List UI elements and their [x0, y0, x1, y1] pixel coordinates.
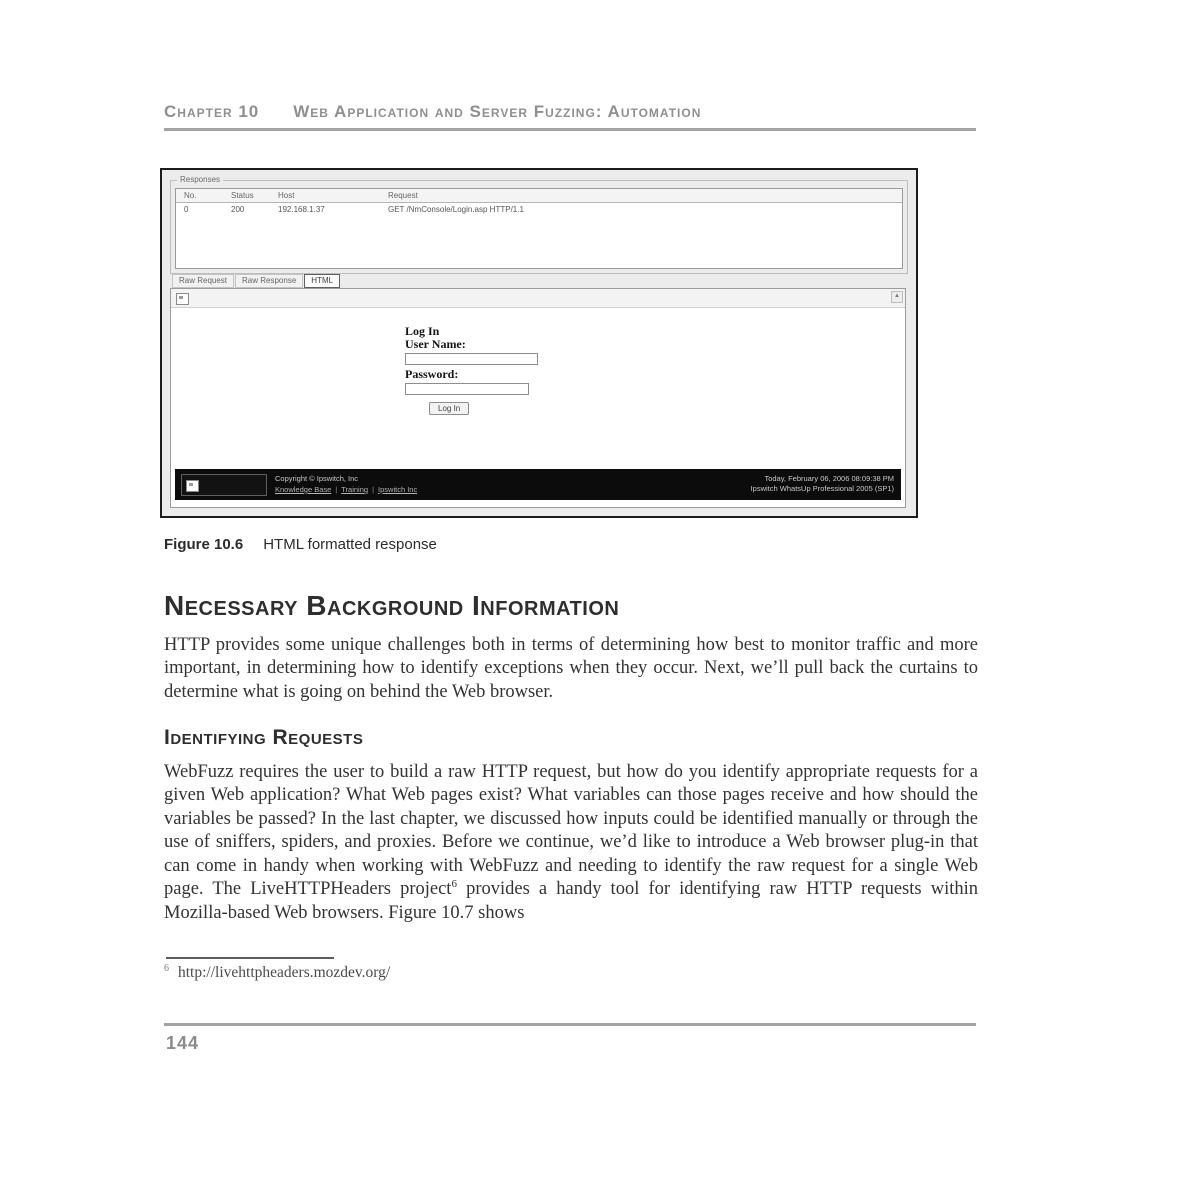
footer-image-placeholder	[181, 474, 267, 496]
response-no: 0	[184, 205, 189, 214]
html-view-toolbar	[171, 289, 905, 308]
login-form	[405, 325, 585, 416]
username-input[interactable]	[405, 353, 538, 365]
chapter-title: Web Application and Server Fuzzing: Automation	[293, 102, 702, 121]
footer-product-name: Ipswitch WhatsUp Professional 2005 (SP1)	[750, 484, 894, 493]
paragraph-identifying	[164, 761, 978, 925]
footnote-rule	[166, 957, 334, 959]
running-head	[164, 102, 976, 122]
response-view-tabs	[172, 274, 341, 287]
page-number: 144	[166, 1033, 200, 1053]
login-button[interactable]: Log In	[429, 402, 469, 415]
footnote-reference: 6	[451, 878, 457, 891]
footer-datetime: Today, February 06, 2006 08:09:38 PM	[764, 474, 894, 483]
responses-list-header	[176, 189, 902, 203]
broken-image-icon	[176, 293, 189, 305]
response-host: 192.168.1.37	[278, 205, 325, 214]
footnote	[164, 963, 764, 982]
tab-raw-response[interactable]: Raw Response	[235, 274, 303, 288]
link-ipswitch-inc[interactable]: Ipswitch Inc	[378, 485, 418, 494]
response-row[interactable]	[176, 203, 902, 215]
response-status: 200	[231, 205, 245, 214]
bottom-rule	[164, 1023, 976, 1026]
footer-links	[275, 485, 417, 495]
column-header-no: No.	[184, 191, 197, 200]
figure-caption-label: Figure 10.6	[164, 536, 244, 553]
section-heading-identifying: Identifying Requests	[164, 726, 364, 749]
figure-caption	[164, 536, 976, 553]
footer-copyright: Copyright © Ipswitch, Inc	[275, 474, 359, 483]
link-knowledge-base[interactable]: Knowledge Base	[275, 485, 332, 494]
section-heading-background: Necessary Background Information	[164, 590, 620, 621]
responses-list	[175, 188, 903, 269]
chapter-label: Chapter 10	[164, 102, 260, 121]
column-header-status: Status	[231, 191, 254, 200]
username-label: User Name:	[405, 337, 466, 351]
scroll-up-arrow-icon[interactable]: ▲	[891, 291, 903, 303]
figure-screenshot	[160, 168, 918, 518]
password-label: Password:	[405, 367, 459, 381]
figure-caption-text: HTML formatted response	[263, 536, 437, 553]
link-training[interactable]: Training	[341, 485, 369, 494]
header-rule	[164, 128, 976, 131]
paragraph-text-post: provides a handy tool for identifying raw HTTP requests within Mozilla-based Web browsers. Figure 10.7 shows	[164, 879, 978, 923]
tab-html[interactable]: HTML	[304, 274, 340, 288]
tab-raw-request[interactable]: Raw Request	[172, 274, 234, 288]
webpage-footer-bar	[175, 469, 901, 500]
footnote-marker: 6	[164, 963, 169, 974]
footnote-url: http://livehttpheaders.mozdev.org/	[178, 964, 391, 982]
responses-panel-title: Responses	[177, 175, 223, 185]
column-header-request: Request	[388, 191, 418, 200]
password-input[interactable]	[405, 383, 529, 395]
broken-image-icon	[186, 480, 199, 492]
html-response-view	[170, 288, 906, 508]
login-form-title: Log In	[405, 324, 440, 338]
responses-panel	[170, 175, 908, 274]
paragraph-background: HTTP provides some unique challenges both in terms of determining how best to monitor traffic and more important, in determining how to identify exceptions when they occur. Next, we’ll pull back the curtains to determine what is going on behind the Web browser.	[164, 635, 978, 702]
column-header-host: Host	[278, 191, 295, 200]
footer-status	[751, 474, 894, 494]
footer-link-separator: |	[335, 485, 338, 494]
paragraph-text-pre: WebFuzz requires the user to build a raw HTTP request, but how do you identify appropriate requests for a given Web application? What Web pages exist? What variables can those pages receive and how should the variables be passed? In the last chapter, we discussed how inputs could be identified manually or through the use of sniffers, spiders, and proxies. Before we continue, we’d like to introduce a Web browser plug-in that can come in handy when working with WebFuzz and needing to identify the raw request for a single Web page. The LiveHTTPHeaders project	[164, 762, 978, 900]
footer-link-separator: |	[372, 485, 375, 494]
response-request: GET /NmConsole/Login.asp HTTP/1.1	[388, 205, 524, 214]
